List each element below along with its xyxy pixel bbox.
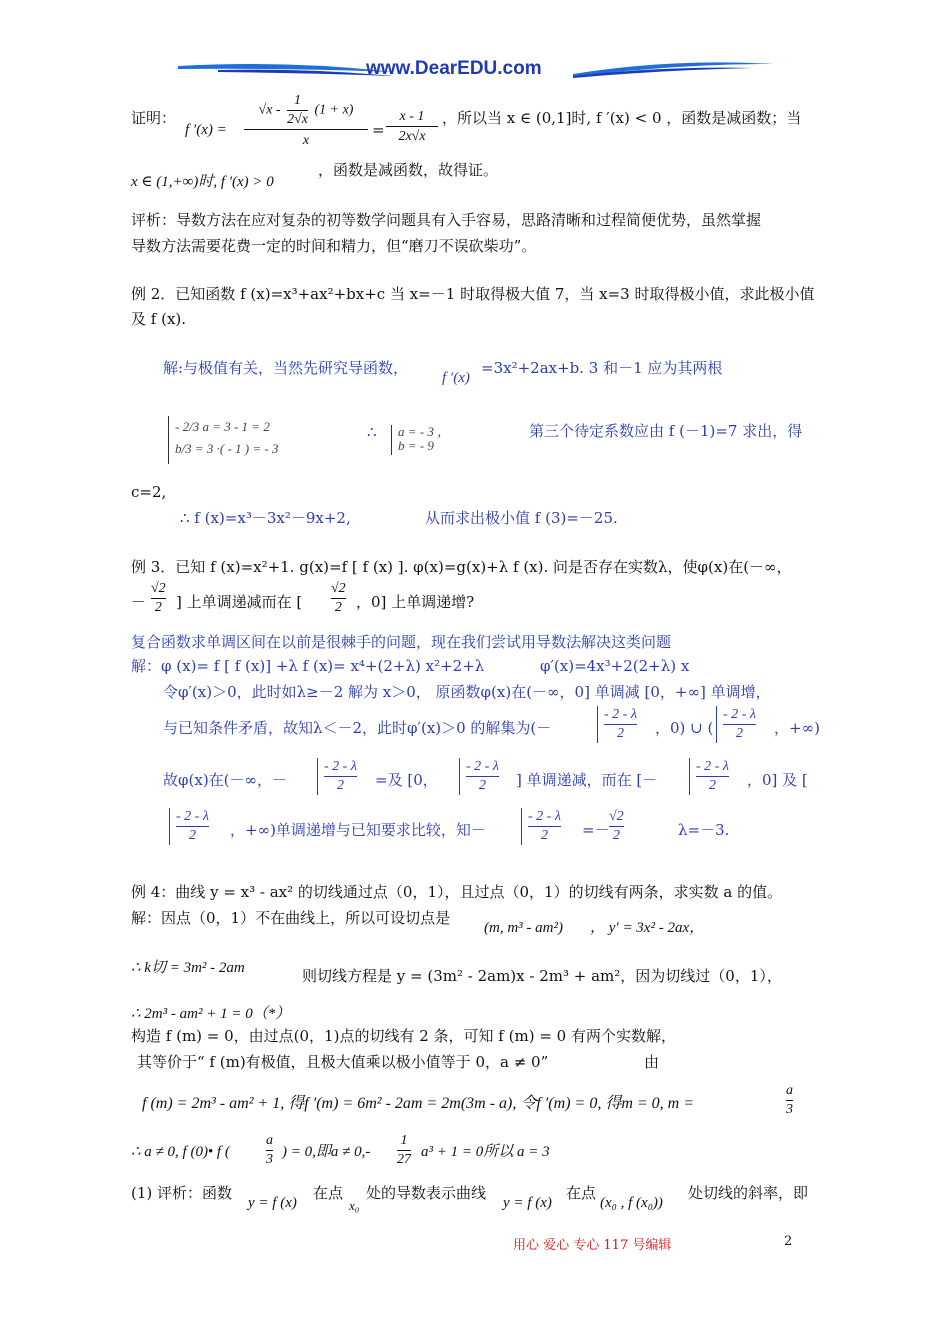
- ex4-line5: 构造 f (m) = 0，由过点(0，1)点的切线有 2 条，可知 f (m) = 0 有两个实数解，: [131, 1027, 676, 1045]
- ex3-frac-1-num: √2: [151, 581, 166, 596]
- ex4-line7-frac: [786, 1082, 793, 1119]
- proof-num-frac-den: 2√x: [287, 112, 308, 127]
- ex3-blue-line5-a: 故φ(x)在(－∞，－: [163, 771, 288, 789]
- ex3-root-7: [521, 808, 561, 845]
- ex3-blue-line6-a: ，+∞)单调递增与已知要求比较，知－: [230, 821, 486, 839]
- ex3-blue-line5-d: ，0] 及 [: [747, 771, 808, 789]
- comment2-c: 在点: [313, 1184, 344, 1202]
- proof-big-fraction: [244, 92, 368, 152]
- ex2-min-value: 从而求出极小值 f (3)=－25.: [425, 509, 618, 527]
- footer-slogan: 用心 爱心 专心 117 号编辑: [513, 1238, 672, 1253]
- ex3-root-4: [459, 758, 499, 795]
- proof-main-denominator: x: [244, 129, 368, 152]
- ex4-line7-frac-den: 3: [786, 1102, 793, 1117]
- ex4-line8-frac2-num: 1: [400, 1133, 408, 1148]
- header-banner: [178, 56, 772, 84]
- ex2-system-2-eq1: a = - 3 ，: [398, 424, 451, 439]
- ex3-root-1: [597, 706, 637, 743]
- ex4-line8-frac2: [397, 1132, 411, 1169]
- ex2-system-1-eq2: b/3 = 3 ·( - 1 ) = - 3: [175, 441, 279, 456]
- ex2-system-2-eq2: b = - 9: [398, 438, 434, 453]
- ex3-line2-minus: －: [131, 593, 147, 611]
- ex3-root-7-den: 2: [528, 826, 561, 845]
- ex3-root-2-den: 2: [723, 724, 756, 743]
- ex4-line8-a: ∴ a ≠ 0, f (0)• f (: [131, 1144, 230, 1160]
- ex3-blue-line5-b: =及 [0，: [375, 771, 438, 789]
- ex4-line8-frac2-den: 27: [397, 1152, 411, 1167]
- ex3-frac-2: [331, 580, 346, 617]
- ex4-line2-b: (m, m³ - am²): [484, 920, 563, 936]
- ex3-root-6-den: 2: [176, 826, 209, 845]
- ex4-line8-b: ) = 0,即a ≠ 0,-: [282, 1144, 371, 1160]
- ex4-line2-a: 解：因点（0，1）不在曲线上，所以可设切点是: [131, 909, 451, 927]
- ex4-line8-frac1-den: 3: [266, 1152, 273, 1167]
- comment2-d: x₀: [349, 1198, 360, 1213]
- ex3-line1: 例 3．已知 f (x)=x²+1. g(x)=f [ f (x) ]. φ(x)=g(x)+λ f (x). 问是否存在实数λ，使φ(x)在(－∞，: [131, 558, 792, 576]
- ex3-frac-3-num: √2: [609, 809, 624, 824]
- ex3-root-6: [169, 808, 209, 845]
- ex3-frac-2-den: 2: [331, 598, 346, 617]
- ex2-system-1: [168, 416, 278, 464]
- proof-numerator: [244, 92, 368, 129]
- ex3-root-3-den: 2: [324, 776, 357, 795]
- ex2-line2: 及 f (x).: [131, 310, 187, 328]
- comment1-line2: 导数方法需要花费一定的时间和精力，但“磨刀不误砍柴功”。: [131, 237, 537, 255]
- proof-num-frac: [287, 92, 308, 129]
- ex2-third-coefficient: 第三个待定系数应由 f (－1)=7 求出，得: [529, 422, 803, 440]
- ex3-blue-line4-c: ，+∞): [774, 719, 820, 737]
- ex3-frac-3-den: 2: [609, 826, 624, 845]
- page-number: 2: [784, 1234, 793, 1249]
- ex3-blue-line3: 令φ′(x)＞0，此时如λ≥－2 解为 x＞0， 原函数φ(x)在(－∞，0] 单调减 [0，+∞] 单调增，: [163, 683, 771, 701]
- ex4-line8-frac1-num: a: [266, 1133, 273, 1148]
- proof-frac2-den: 2x√x: [386, 126, 438, 147]
- ex3-root-7-num: - 2 - λ: [528, 809, 561, 824]
- ex3-line2-b: ] 上单调递减而在 [: [176, 593, 303, 611]
- ex3-frac-3: [609, 808, 624, 845]
- header-swoosh-right: [573, 56, 773, 84]
- comment1-line1: 评析：导数方法在应对复杂的初等数学问题具有入手容易，思路清晰和过程简便优势，虽然掌握: [131, 211, 762, 229]
- ex2-c-value: c=2,: [131, 483, 167, 501]
- ex3-root-2: [716, 706, 756, 743]
- comment2-a: (1) 评析：函数: [131, 1184, 233, 1202]
- proof-fx: f ′(x) =: [185, 122, 227, 138]
- ex3-blue-solution: 解：φ (x)= f [ f (x)] +λ f (x)= x⁴+(2+λ) x²+2+λ: [131, 657, 485, 675]
- ex3-blue-line4-a: 与已知条件矛盾，故知λ＜－2，此时φ′(x)＞0 的解集为(－: [163, 719, 552, 737]
- proof-condition-2-tail: ，函数是减函数，故得证。: [318, 161, 499, 179]
- proof-fraction-2: [386, 108, 438, 147]
- ex3-root-1-num: - 2 - λ: [604, 707, 637, 722]
- ex4-line3-a: ∴ k切 = 3m² - 2am: [131, 960, 245, 976]
- ex3-blue-intro: 复合函数求单调区间在以前是很棘手的问题，现在我们尝试用导数法解决这类问题: [131, 633, 672, 651]
- ex4-line7: f (m) = 2m³ - am² + 1, 得f ′(m) = 6m² - 2am = 2m(3m - a), 令f ′(m) = 0, 得m = 0, m =: [142, 1095, 695, 1112]
- header-site-text: www.DearEDU.com: [366, 58, 542, 79]
- ex3-blue-line5-c: ] 单调递减，而在 [－: [516, 771, 658, 789]
- ex4-line4: ∴ 2m³ - am² + 1 = 0（*）: [131, 1006, 291, 1022]
- ex3-frac-1: [151, 580, 166, 617]
- ex4-line8-frac1: [266, 1132, 273, 1169]
- ex3-root-5-num: - 2 - λ: [696, 759, 729, 774]
- ex4-line6-b: 由: [644, 1053, 660, 1071]
- ex4-line7-frac-num: a: [786, 1083, 793, 1098]
- ex2-solution-b: =3x²+2ax+b. 3 和－1 应为其两根: [481, 359, 723, 377]
- proof-frac2-num: x - 1: [399, 109, 425, 124]
- ex2-solution-fx: f ′(x): [442, 370, 470, 386]
- comment2-f: y = f (x): [503, 1195, 552, 1211]
- ex4-line8-c: a³ + 1 = 0所以 a = 3: [421, 1144, 550, 1160]
- ex3-root-3-num: - 2 - λ: [324, 759, 357, 774]
- ex3-root-4-den: 2: [466, 776, 499, 795]
- ex3-root-3: [317, 758, 357, 795]
- ex2-system-2: [391, 425, 450, 455]
- proof-condition-1: ，所以当 x ∈ (0,1]时, f ′(x) < 0 ，函数是减函数；当: [442, 109, 802, 127]
- proof-condition-2: x ∈ (1,+∞)时, f ′(x) > 0: [131, 174, 274, 190]
- ex4-line6-a: 其等价于“ f (m)有极值，且极大值乘以极小值等于 0，a ≠ 0”: [137, 1053, 549, 1071]
- ex3-line2-c: ，0] 上单调递增?: [356, 593, 475, 611]
- ex2-result: ∴ f (x)=x³－3x²－9x+2,: [180, 509, 351, 527]
- ex4-line2-c: ， y′ = 3x² - 2ax，: [590, 920, 705, 936]
- ex3-blue-line4-b: ，0) ∪ (: [655, 719, 714, 737]
- ex3-blue-derivative: φ′(x)=4x³+2(2+λ) x: [540, 657, 690, 675]
- comment2-b: y = f (x): [248, 1195, 297, 1211]
- ex2-solution-a: 解:与极值有关，当然先研究导函数，: [163, 359, 409, 377]
- proof-num-frac-num: 1: [294, 93, 302, 108]
- proof-num-a: √x -: [258, 102, 281, 118]
- comment2-e: 处的导数表示曲线: [366, 1184, 487, 1202]
- proof-eq: =: [372, 121, 385, 139]
- ex3-root-5: [689, 758, 729, 795]
- ex2-system-1-eq1: - 2/3 a = 3 - 1 = 2: [175, 419, 270, 434]
- ex3-blue-line6-b: =－: [582, 821, 610, 839]
- comment2-h: (x₀ , f (x₀)): [600, 1195, 663, 1211]
- ex3-blue-line6-c: λ=－3.: [678, 821, 730, 839]
- ex3-root-4-num: - 2 - λ: [466, 759, 499, 774]
- ex3-frac-1-den: 2: [151, 598, 166, 617]
- ex2-therefore: ∴: [367, 423, 377, 441]
- ex4-line1: 例 4：曲线 y = x³ - ax² 的切线通过点（0，1），且过点（0，1）的切线有两条，求实数 a 的值。: [131, 883, 783, 901]
- header-swoosh-left: [178, 56, 398, 84]
- ex3-frac-2-num: √2: [331, 581, 346, 596]
- comment2-g: 在点: [566, 1184, 597, 1202]
- ex3-root-5-den: 2: [696, 776, 729, 795]
- ex4-line3-b: 则切线方程是 y = (3m² - 2am)x - 2m³ + am²，因为切线过（0，1），: [302, 967, 782, 985]
- proof-num-b: (1 + x): [314, 102, 354, 118]
- ex3-root-6-num: - 2 - λ: [176, 809, 209, 824]
- comment2-i: 处切线的斜率，即: [688, 1184, 809, 1202]
- ex3-root-1-den: 2: [604, 724, 637, 743]
- ex3-root-2-num: - 2 - λ: [723, 707, 756, 722]
- ex2-line1: 例 2．已知函数 f (x)=x³+ax²+bx+c 当 x=－1 时取得极大值 7，当 x=3 时取得极小值，求此极小值: [131, 285, 815, 303]
- proof-label: 证明：: [131, 109, 177, 127]
